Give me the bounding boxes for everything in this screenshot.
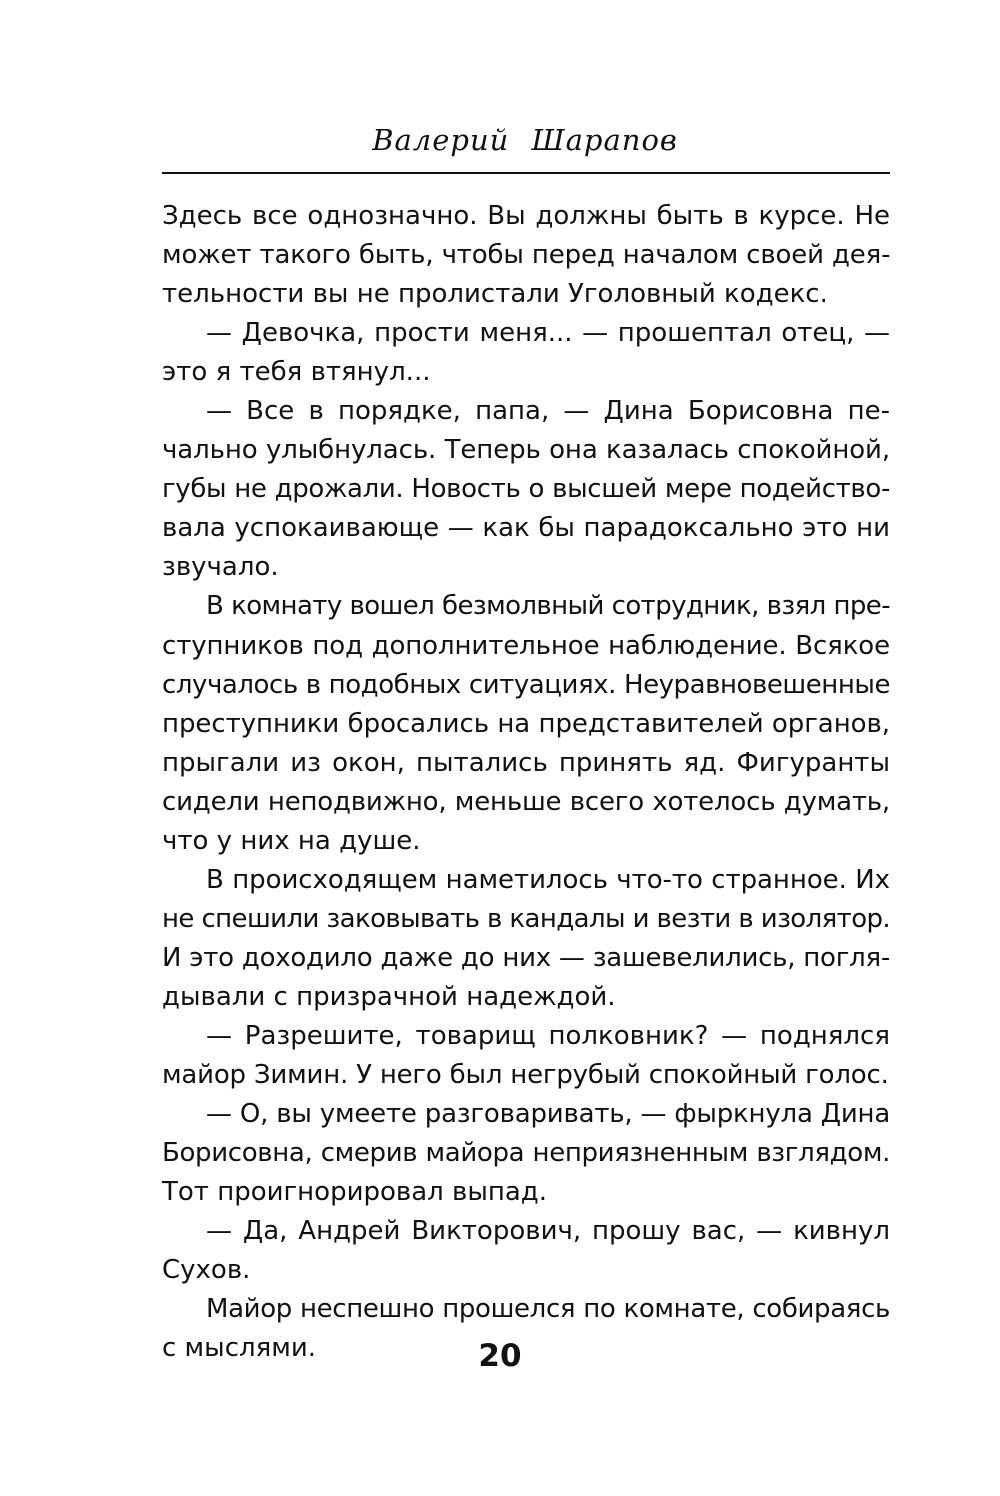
text-line: что у них на душе. xyxy=(162,825,421,856)
text-line: губы не дрожали. Новость о высшей мере подейство- xyxy=(162,474,890,505)
text-line: звучало. xyxy=(162,552,279,583)
text-line: тельности вы не пролистали Уголовный кодекс. xyxy=(162,279,828,310)
text-line: В комнату вошел безмолвный сотрудник, взял пре- xyxy=(206,591,890,622)
text-line: ступников под дополнительное наблюдение. Всякое xyxy=(162,630,890,661)
text-line: прыгали из окон, пытались принять яд. Фигуранты xyxy=(162,747,890,778)
text-line: Сухов. xyxy=(162,1255,251,1286)
page-number: 20 xyxy=(478,1338,522,1374)
header-rule xyxy=(162,172,890,174)
text-line: — Да, Андрей Викторович, прошу вас, — кивнул xyxy=(206,1216,890,1247)
text-line: не спешили заковывать в кандалы и везти в изолятор. xyxy=(162,903,891,934)
body-text xyxy=(162,197,890,1368)
text-line: дывали с призрачной надеждой. xyxy=(162,981,616,1012)
text-line: сидели неподвижно, меньше всего хотелось думать, xyxy=(162,786,890,817)
text-line: Тот проигнорировал выпад. xyxy=(162,1177,548,1208)
text-line: Здесь все однозначно. Вы должны быть в курсе. Не xyxy=(162,201,890,231)
running-head-author: Валерий Шарапов xyxy=(372,123,678,157)
text-line: Майор неспешно прошелся по комнате, собираясь xyxy=(206,1294,890,1325)
text-line: — Все в порядке, папа, — Дина Борисовна пе- xyxy=(206,396,890,427)
text-line: с мыслями. xyxy=(162,1333,317,1364)
text-line: это я тебя втянул... xyxy=(162,357,431,388)
text-line: преступники бросались на представителей органов, xyxy=(162,708,890,739)
text-line: Борисовна, смерив майора неприязненным взглядом. xyxy=(162,1138,890,1169)
text-line: — Девочка, прости меня... — прошептал отец, — xyxy=(206,318,890,349)
text-line: И это доходило даже до них — зашевелились, погля- xyxy=(162,942,890,973)
text-line: — О, вы умеете разговаривать, — фыркнула Дина xyxy=(206,1099,891,1130)
text-line: В происходящем наметилось что-то странное. Их xyxy=(206,864,890,895)
text-line: вала успокаивающе — как бы парадоксально это ни xyxy=(162,513,890,544)
text-line: — Разрешите, товарищ полковник? — поднялся xyxy=(206,1020,890,1051)
text-line: может такого быть, чтобы перед началом своей дея- xyxy=(162,240,891,271)
text-line: майор Зимин. У него был негрубый спокойный голос. xyxy=(162,1060,889,1091)
text-line: чально улыбнулась. Теперь она казалась спокойной, xyxy=(162,435,890,466)
text-line: случалось в подобных ситуациях. Неуравновешенные xyxy=(162,669,890,700)
